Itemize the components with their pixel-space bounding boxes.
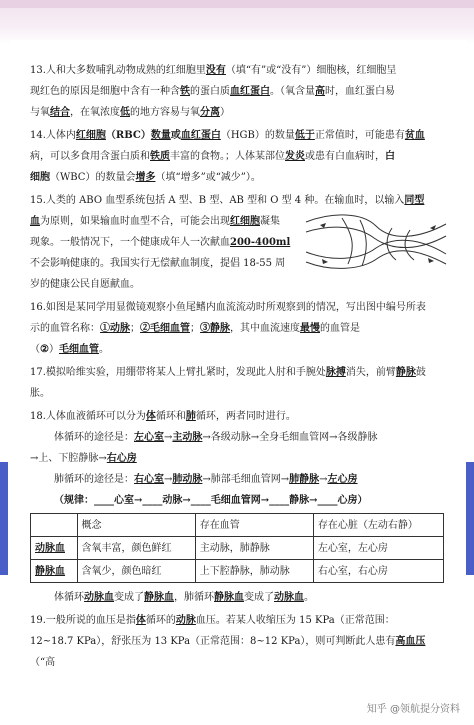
answer: 动脉血 [84, 592, 114, 603]
q16-line-2 [30, 318, 444, 339]
text: ） [48, 344, 59, 355]
question-14 [30, 125, 444, 188]
vessel-outline [306, 215, 446, 236]
table-cell: 右心室，右心房 [313, 560, 443, 583]
text: 与氧 [30, 107, 50, 118]
text: 变成了 [114, 592, 144, 603]
text: ； [130, 323, 140, 334]
table-row [31, 537, 444, 560]
answer: 低 [120, 107, 130, 118]
text: 13.人和大多数哺乳动物成熟的红细胞里 [30, 65, 206, 76]
q13-line-2 [30, 81, 444, 102]
answer: 静脉 [210, 323, 230, 334]
q19-line-2 [30, 631, 444, 673]
text: （填“有”或“没有”）细胞核，红细胞呈 [225, 65, 397, 76]
question-18 [30, 406, 444, 608]
text: 岁的健康公民自愿献血。 [30, 279, 140, 290]
text: 为原则，如果输血时血型不合，可能会出现 [40, 216, 230, 227]
q16-line-1 [30, 297, 444, 318]
text: 循环和 [155, 411, 186, 422]
capillary [405, 230, 414, 260]
answer: 体 [145, 411, 156, 422]
text: 15.人类的 ABO 血型系统包括 A 型、B 型、AB 型和 O 型 4 种。在输血时，以输入 [30, 195, 405, 206]
table-header-row [31, 514, 444, 537]
text: 14.人体内 [30, 130, 76, 141]
left-side-band [0, 462, 8, 575]
text: 示的血管名称： [30, 323, 100, 334]
text: 正常值时，可能患有 [314, 130, 405, 141]
answer: 铁质 [150, 151, 170, 162]
answer: 动脉 [110, 323, 130, 334]
question-19 [30, 610, 444, 673]
text: 或 [170, 130, 181, 141]
capillary [342, 218, 352, 264]
answer: 静脉血 [214, 592, 244, 603]
answer: ③ [200, 323, 210, 334]
watermark: 知乎 @领航提分资料 [367, 700, 460, 715]
answer: 动脉血 [274, 592, 304, 603]
text: 鼓 [415, 367, 426, 378]
text: 循环的 [145, 615, 176, 626]
answer: 高血压 [395, 636, 426, 647]
text: （“高 [30, 657, 56, 668]
answer: 右心房 [106, 453, 137, 464]
flow-arrow-icon [320, 223, 326, 228]
q15-line-5 [30, 274, 444, 295]
answer: 红细胞 [75, 130, 106, 141]
table-cell: 主动脉，肺静脉 [195, 537, 313, 560]
text: 细胞 [30, 172, 50, 183]
text: 不会影响健康的。我国实行无偿献血制度，提倡 18-55 周 [30, 258, 286, 269]
q18-rule: （规律：____心室→____动脉→____毛细血管网→____静脉→____心房） [54, 495, 368, 506]
top-frame [0, 0, 474, 44]
text: 或患有白血病时， [305, 151, 385, 162]
text: 。 [304, 592, 314, 603]
answer: ② [40, 344, 49, 355]
answer: 毛细血管 [150, 323, 190, 334]
blood-vessel-diagram [302, 208, 450, 276]
text: →上、下腔静脉→ [30, 453, 107, 464]
q14-line-1 [30, 125, 444, 146]
answer: 静脉血 [144, 592, 174, 603]
text: →肺部毛细血管网→ [202, 474, 290, 485]
answer: 贫血 [404, 130, 425, 141]
answer: 增多 [135, 172, 156, 183]
text: ，在氧浓度 [70, 107, 120, 118]
answer: 动脉 [175, 615, 196, 626]
answer: 静脉 [395, 367, 416, 378]
answer: 肺静脉 [289, 474, 320, 485]
q18-systemic-1: 体循环的途径是：左心室→主动脉→各级动脉→全身毛细血管网→各级静脉 [54, 432, 378, 443]
answer: 左心室 [134, 432, 164, 443]
answer: ② [140, 323, 150, 334]
text: 的血管是 [320, 323, 360, 334]
q19-line-1 [30, 610, 444, 631]
text: 。 [98, 344, 109, 355]
q18-pulmonary: 肺循环的途径是：右心室→肺动脉→肺部毛细血管网→肺静脉→左心房 [54, 474, 358, 485]
text: 体循环 [54, 592, 84, 603]
q18-summary [30, 587, 444, 608]
document-content [30, 60, 444, 675]
answer: 左心房 [327, 474, 358, 485]
text: （填“增多”或“减少”）。 [155, 172, 261, 183]
text: （ [30, 344, 40, 355]
answer: 脉搏 [325, 367, 346, 378]
text: 。（氧含量 [270, 86, 315, 97]
answer: 铁 [180, 86, 190, 97]
answer: 白 [385, 151, 395, 162]
table-cell: 动脉血 [31, 537, 78, 560]
answer: 肺 [185, 411, 196, 422]
answer: 毛细血管 [58, 344, 99, 355]
capillary [360, 220, 366, 266]
q13-line-1 [30, 60, 444, 81]
text: ，肺循环 [174, 592, 214, 603]
text: 16.如图是某同学用显微镜观察小鱼尾鳍内血流流动时所观察到的情况，写出图中编号所表 [30, 302, 426, 313]
answer: 右心室 [134, 474, 164, 485]
table-cell: 上下腔静脉，肺动脉 [195, 560, 313, 583]
table-cell: 左心室，左心房 [313, 537, 443, 560]
text: 体循环的途径是： [54, 432, 134, 443]
text: ） [220, 107, 230, 118]
q14-line-2 [30, 146, 444, 167]
text: 的地方容易与氧 [130, 107, 200, 118]
q18-line-1 [30, 406, 444, 427]
text: 现象。一般情况下，一个健康成年人一次献血 [30, 237, 230, 248]
text: 血压。若某人收缩压为 15 KPa（正常范围： [195, 615, 395, 626]
answer: ① [100, 323, 110, 334]
table-row [31, 560, 444, 583]
question-16 [30, 297, 444, 360]
answer: 同型 [404, 195, 425, 206]
answer: 低于 [294, 130, 315, 141]
answer: 分离 [200, 107, 220, 118]
table-cell: 含氧少，颜色暗红 [77, 560, 195, 583]
answer: 主动脉 [172, 432, 203, 443]
text: （HGB）的数量 [220, 130, 295, 141]
text: ，其中血流速度 [230, 323, 300, 334]
text: 12~18.7 KPa），舒张压为 13 KPa（正常范围：8~12 KPa），则可判断此人患有 [30, 636, 396, 647]
text: 时，血红蛋白易 [325, 86, 395, 97]
text: 凝集 [260, 216, 280, 227]
text: （RBC） [105, 130, 151, 141]
text: 17.模拟哈维实验，用绷带将某人上臂扎紧时，发现此人肘和手腕处 [30, 367, 326, 378]
q15-line-3 [30, 232, 300, 253]
vessel-outline [306, 240, 446, 258]
text: 胀。 [30, 388, 50, 399]
question-13 [30, 60, 444, 123]
text: 肺循环的途径是： [54, 474, 134, 485]
text: 18.人体血液循环可以分为 [30, 411, 146, 422]
answer: 没有 [205, 65, 226, 76]
answer: 高 [315, 86, 325, 97]
q17-line-2 [30, 383, 444, 404]
text: 消失，前臂 [345, 367, 396, 378]
vessel-outline [306, 251, 446, 269]
table-header-cell: 存在心脏（左动右静） [313, 514, 443, 537]
answer: 体 [135, 615, 146, 626]
answer: 最慢 [300, 323, 320, 334]
text: 病，可以多食用含蛋白质和 [30, 151, 150, 162]
q18-systemic-2 [30, 448, 444, 469]
text: 19.一般所说的血压是指 [30, 615, 136, 626]
text: （WBC）的数量会 [50, 172, 136, 183]
answer: 血红蛋白 [180, 130, 221, 141]
text: 循环，两者同时进行。 [195, 411, 296, 422]
answer: 血红蛋白 [230, 86, 270, 97]
answer: 血 [30, 216, 40, 227]
answer: 肺动脉 [172, 474, 203, 485]
q13-line-3 [30, 102, 444, 123]
q14-line-3 [30, 167, 444, 188]
text: ； [190, 323, 200, 334]
q15-line-4 [30, 253, 300, 274]
question-17 [30, 362, 444, 404]
right-side-band [466, 462, 474, 575]
flow-arrow-icon [322, 259, 328, 264]
flow-arrow-icon [428, 258, 434, 263]
q16-line-3 [30, 339, 444, 360]
answer: 结合 [50, 107, 70, 118]
text: 丰富的食物。；人体某部位 [170, 151, 285, 162]
answer: 发炎 [285, 151, 305, 162]
text: →各级动脉→全身毛细血管网→各级静脉 [202, 432, 378, 443]
table-cell: 静脉血 [31, 560, 78, 583]
capillary [387, 228, 396, 260]
answer: 200-400ml [230, 237, 291, 248]
top-stripe [0, 0, 474, 8]
table-cell: 含氧丰富，颜色鲜红 [77, 537, 195, 560]
text: 现红色的原因是细胞中含有一种含 [30, 86, 180, 97]
q17-line-1 [30, 362, 444, 383]
table-header-cell: 概念 [77, 514, 195, 537]
table-header-cell: 存在血管 [195, 514, 313, 537]
text: 变成了 [244, 592, 274, 603]
answer: 数量 [150, 130, 171, 141]
answer: 红细胞 [230, 216, 260, 227]
table-header-cell [31, 514, 78, 537]
text: 的蛋白质 [190, 86, 230, 97]
blood-comparison-table [30, 513, 444, 583]
